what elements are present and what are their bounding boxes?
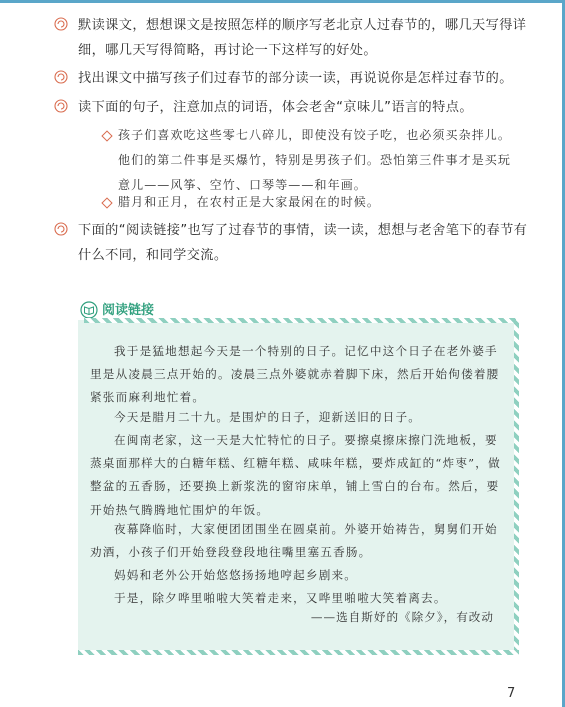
example-sentence-1-text: 孩子们喜欢吃这些零七八碎儿，即使没有饺子吃，也必须买杂拌儿。他们的第二件事是买爆竹，特别是男孩子们。恐怕第三件事才是买玩意儿——风筝、空竹、口琴等——和年画。 — [118, 128, 512, 192]
dashed-border-bottom — [78, 650, 519, 655]
reading-paragraph-2: 今天是腊月二十九。是围炉的日子，迎新送旧的日子。 — [114, 410, 422, 424]
question-2-text: 找出课文中描写孩子们过春节的部分读一读，再说说你是怎样过春节的。 — [78, 71, 513, 86]
reading-link-title: 阅读链接 — [102, 299, 154, 320]
example-sentence-2 — [118, 190, 523, 215]
reading-link-box — [78, 320, 516, 652]
question-2 — [78, 66, 528, 91]
question-3-text: 读下面的句子，注意加点的词语，体会老舍“京味儿”语言的特点。 — [78, 100, 473, 115]
reading-paragraph-5: 妈妈和老外公开始悠悠扬扬地哼起乡剧来。 — [114, 568, 358, 582]
book-icon — [80, 301, 98, 319]
reading-paragraph-3: 在闽南老家，这一天是大忙特忙的日子。要擦桌擦床擦门洗地板，要蒸桌面那样大的白糖年糕、红糖年糕、咸味年糕，要炸成缸的“炸枣”，做整盆的五香肠，还要换上新浆洗的窗帘床单，铺上雪白的台布。然后，要开始热气腾腾地忙围炉的年饭。 — [90, 433, 501, 517]
spiral-bullet-icon — [54, 222, 68, 236]
spiral-bullet-icon — [54, 70, 68, 84]
question-1-text: 默读课文，想想课文是按照怎样的顺序写老北京人过春节的，哪几天写得详细，哪几天写得简略，再讨论一下这样写的好处。 — [78, 18, 527, 58]
reading-link-header — [80, 299, 154, 320]
diamond-bullet-icon — [101, 197, 112, 208]
dashed-border-right — [514, 320, 519, 652]
dashed-border-top — [84, 318, 516, 323]
page-number: 7 — [507, 686, 516, 701]
question-4 — [78, 218, 528, 268]
example-sentence-2-text: 腊月和正月，在农村正是大家最闲在的时候。 — [118, 195, 381, 209]
frame-top-line — [0, 0, 565, 3]
spiral-bullet-icon — [54, 17, 68, 31]
diamond-bullet-icon — [101, 130, 112, 141]
reading-paragraph-4: 夜幕降临时，大家便团团围坐在圆桌前。外婆开始祷告，舅舅们开始劝酒，小孩子们开始登段登段地往嘴里塞五香肠。 — [90, 522, 498, 560]
question-1 — [78, 13, 528, 63]
spiral-bullet-icon — [54, 99, 68, 113]
question-4-text: 下面的“阅读链接”也写了过春节的事情，读一读，想想与老舍笔下的春节有什么不同，和同学交流。 — [78, 223, 528, 263]
example-sentence-1 — [118, 123, 523, 198]
reading-source: ——选自斯妤的《除夕》，有改动 — [310, 610, 494, 624]
question-3 — [78, 95, 528, 120]
reading-paragraph-6: 于是，除夕哗里啪啦大笑着走来，又哗里啪啦大笑着离去。 — [114, 591, 447, 605]
reading-paragraph-1: 我于是猛地想起今天是一个特别的日子。记忆中这个日子在老外婆手里是从凌晨三点开始的。凌晨三点外婆就赤着脚下床，然后开始佝偻着腰紧张而麻利地忙着。 — [90, 344, 500, 405]
